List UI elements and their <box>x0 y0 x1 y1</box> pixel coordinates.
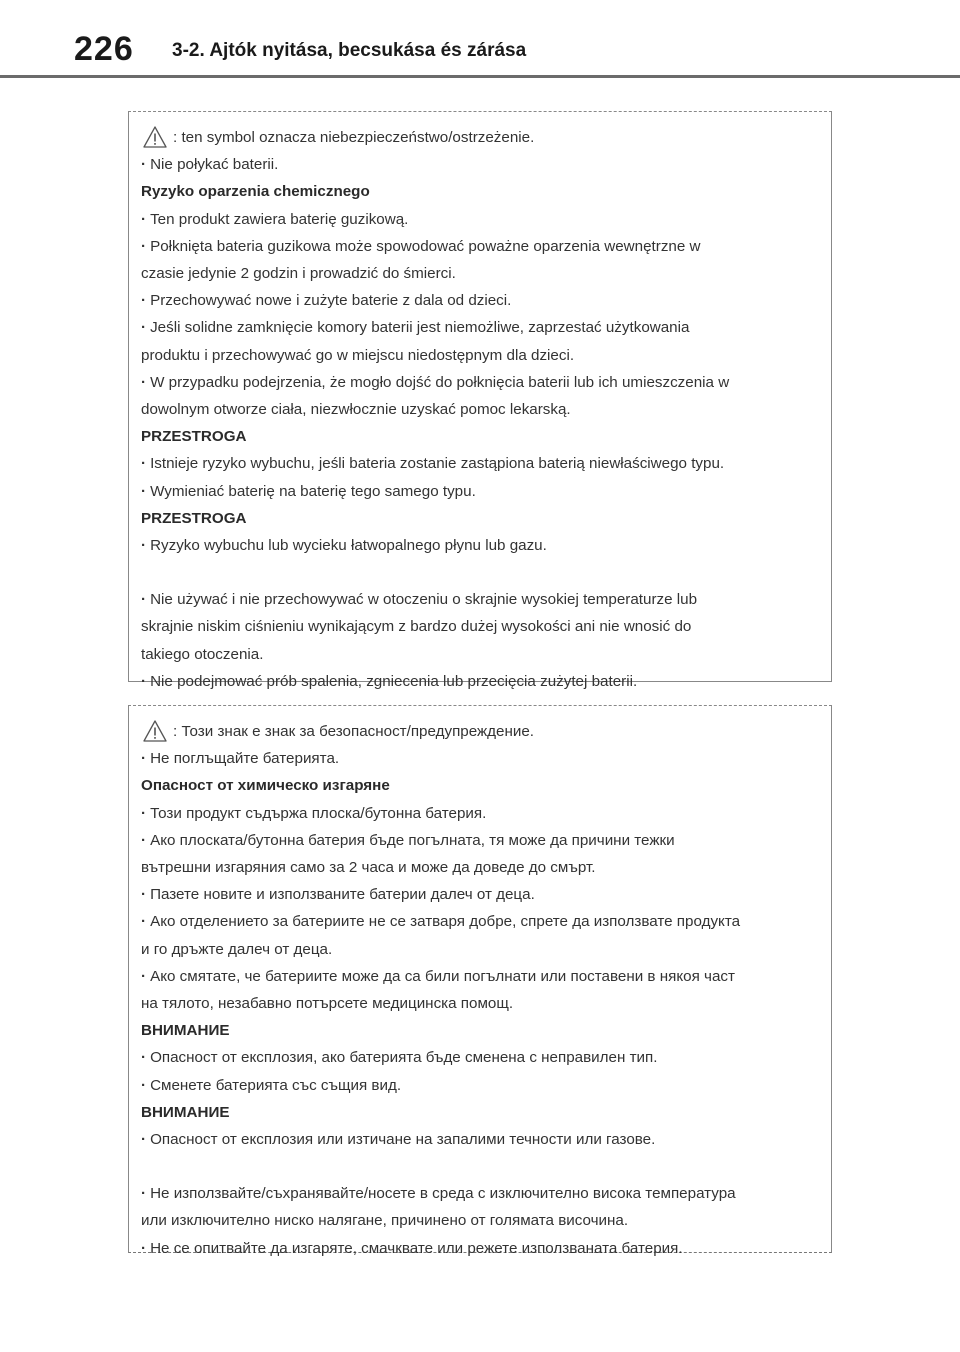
section-heading: ВНИМАНИЕ <box>141 1022 230 1040</box>
bullet-item: · Опасност от експлозия, ако батерията бъде сменена с неправилен тип. <box>141 1044 819 1071</box>
bullet-item: · Не използвайте/съхранявайте/носете в среда с изключително висока температура <box>141 1180 819 1207</box>
bullet-item: · Опасност от експлозия или изтичане на запалими течности или газове. <box>141 1126 819 1153</box>
page-header <box>0 0 960 78</box>
continuation-line: takiego otoczenia. <box>141 645 264 663</box>
bullet-item: · Istnieje ryzyko wybuchu, jeśli bateria zostanie zastąpiona baterią niewłaściwego typu. <box>141 450 819 477</box>
warning-triangle-icon <box>143 126 167 148</box>
section-heading: Ryzyko oparzenia chemicznego <box>141 183 370 201</box>
section-heading: Опасност от химическо изгаряне <box>141 777 390 795</box>
bullet-item: · Nie podejmować prób spalenia, zgniecenia lub przecięcia zużytej baterii. <box>141 668 819 695</box>
bullet-item: · Połknięta bateria guzikowa może spowodować poważne oparzenia wewnętrzne w <box>141 233 819 260</box>
bullet-item: · Ако смятате, че батериите може да са били погълнати или поставени в някоя част <box>141 963 819 990</box>
blank-line <box>141 1153 819 1180</box>
section-title: 3-2. Ajtók nyitása, becsukása és zárása <box>172 40 527 61</box>
section-heading: PRZESTROGA <box>141 509 247 527</box>
bullet-item: · Не се опитвайте да изгаряте, смачквате или режете използваната батерия. <box>141 1235 819 1262</box>
warning-legend <box>141 718 819 745</box>
bullet-item: · Ако плоската/бутонна батерия бъде погълната, тя може да причини тежки <box>141 827 819 854</box>
bullet-item: · Ако отделението за батериите не се затваря добре, спрете да използвате продукта <box>141 908 819 935</box>
warning-legend-text: : Този знак е знак за безопасност/предупреждение. <box>173 723 535 740</box>
bullet-item: · Nie połykać baterii. <box>141 151 819 178</box>
continuation-line: и го дръжте далеч от деца. <box>141 940 333 958</box>
bullet-item: · Този продукт съдържа плоска/бутонна батерия. <box>141 800 819 827</box>
warning-triangle-icon <box>143 720 167 742</box>
bullet-item: · Przechowywać nowe i zużyte baterie z dala od dzieci. <box>141 287 819 314</box>
blank-line <box>141 559 819 586</box>
bullet-item: · Wymieniać baterię na baterię tego samego typu. <box>141 478 819 505</box>
bullet-item: · Ryzyko wybuchu lub wycieku łatwopalnego płynu lub gazu. <box>141 532 819 559</box>
continuation-line: dowolnym otworze ciała, niezwłocznie uzyskać pomoc lekarską. <box>141 401 571 419</box>
bullet-item: · Сменете батерията със същия вид. <box>141 1072 819 1099</box>
continuation-line: на тялото, незабавно потърсете медицинска помощ. <box>141 995 514 1013</box>
bullet-item: · Не поглъщайте батерията. <box>141 745 819 772</box>
bullet-item: · Jeśli solidne zamknięcie komory baterii jest niemożliwe, zaprzestać użytkowania <box>141 314 819 341</box>
continuation-line: skrajnie niskim ciśnieniu wynikającym z bardzo dużej wysokości ani nie wnosić do <box>141 618 692 636</box>
continuation-line: produktu i przechowywać go w miejscu niedostępnym dla dzieci. <box>141 346 575 364</box>
page-number: 226 <box>74 30 134 68</box>
header-rule <box>0 75 960 78</box>
continuation-line: вътрешни изгаряния само за 2 часа и може да доведе до смърт. <box>141 859 596 877</box>
warning-legend <box>141 124 819 151</box>
section-heading: ВНИМАНИЕ <box>141 1103 230 1121</box>
warning-box-bulgarian <box>128 705 832 1257</box>
warning-legend-text: : ten symbol oznacza niebezpieczeństwo/ostrzeżenie. <box>173 129 535 146</box>
bullet-item: · Nie używać i nie przechowywać w otoczeniu o skrajnie wysokiej temperaturze lub <box>141 586 819 613</box>
warning-box-polish <box>128 111 832 690</box>
continuation-line: или изключително ниско налягане, причинено от голямата височина. <box>141 1212 629 1230</box>
continuation-line: czasie jedynie 2 godzin i prowadzić do śmierci. <box>141 265 456 283</box>
section-heading: PRZESTROGA <box>141 428 247 446</box>
bullet-item: · Ten produkt zawiera baterię guzikową. <box>141 206 819 233</box>
bullet-item: · Пазете новите и използваните батерии далеч от деца. <box>141 881 819 908</box>
bullet-item: · W przypadku podejrzenia, że mogło dojść do połknięcia baterii lub ich umieszczenia w <box>141 369 819 396</box>
